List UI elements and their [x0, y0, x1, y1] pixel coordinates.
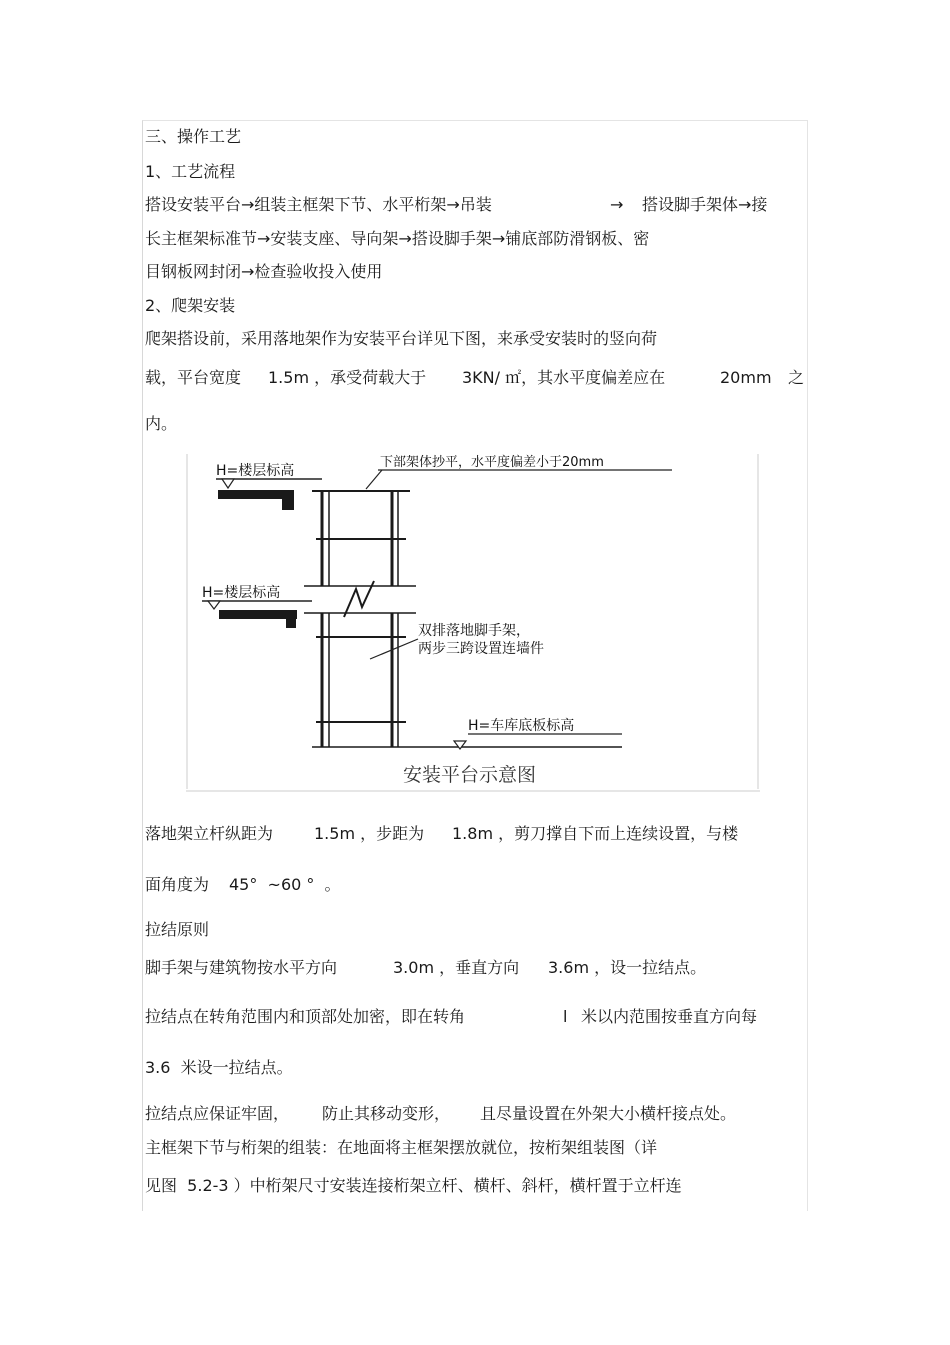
tie-line-1b: 3.0m ，垂直方向	[393, 958, 520, 977]
flow-line-1b: →	[610, 195, 624, 214]
para2-line-1c: 1.8m ，剪刀撑自下而上连续设置，与楼	[452, 824, 739, 843]
tie-line-4a: 拉结点应保证牢固，	[145, 1104, 290, 1123]
assembly-line-1: 主框架下节与桁架的组装：在地面将主框架摆放就位，按桁架组装图（详	[145, 1138, 658, 1157]
scaffold-frame	[304, 491, 622, 747]
install-platform-figure	[186, 449, 760, 794]
label-wall-ties: 两步三跨设置连墙件	[418, 641, 544, 657]
tie-line-4c: 且尽量设置在外架大小横杆接点处。	[480, 1104, 737, 1123]
install-platform-diagram	[186, 449, 760, 794]
label-floor-mid: H=楼层标高	[202, 585, 281, 601]
base-marker	[454, 717, 622, 749]
para2-line-1b: 1.5m ，步距为	[314, 824, 425, 843]
assembly-line-2: 见图 5.2-3 ）中桁架尺寸安装连接桁架立杆、横杆、斜杆，横杆置于立杆连	[145, 1176, 682, 1195]
para1-line-2d: 20mm	[720, 368, 772, 387]
figure-caption: 安装平台示意图	[403, 764, 537, 786]
tie-line-1c: 3.6m ，设一拉结点。	[548, 958, 707, 977]
para1-line-2b: 1.5m ，承受荷载大于	[268, 368, 427, 387]
para1-line-2c: 3KN/ ㎡，其水平度偏差应在	[462, 368, 666, 387]
para2-line-2a: 面角度为	[145, 875, 210, 894]
tie-principle-title: 拉结原则	[145, 920, 210, 939]
label-scaffold-type: 双排落地脚手架，	[418, 623, 530, 639]
tie-line-2a: 拉结点在转角范围内和顶部处加密，即在转角	[145, 1007, 466, 1026]
label-leveling-note: 下部架体抄平，水平度偏差小于20mm	[380, 455, 604, 470]
tie-line-2b: l	[563, 1007, 568, 1026]
para2-line-2b: 45° ~60 ° 。	[229, 875, 341, 894]
label-floor-top: H=楼层标高	[216, 463, 295, 479]
subsection-title-process: 1、工艺流程	[145, 162, 236, 181]
tie-line-1a: 脚手架与建筑物按水平方向	[145, 958, 338, 977]
flow-line-2: 长主框架标准节→安装支座、导向架→搭设脚手架→铺底部防滑钢板、密	[145, 229, 650, 248]
floor-marker-top	[216, 462, 322, 510]
floor-marker-mid	[202, 584, 312, 628]
para1-line-1: 爬架搭设前，采用落地架作为安装平台详见下图，来承受安装时的竖向荷	[145, 329, 658, 348]
flow-line-3: 目钢板网封闭→检查验收投入使用	[145, 262, 383, 281]
label-base-elevation: H=车库底板标高	[468, 718, 575, 734]
para2-line-1a: 落地架立杆纵距为	[145, 824, 274, 843]
flow-line-1c: 搭设脚手架体→接	[642, 195, 768, 214]
subsection-title-install: 2、爬架安装	[145, 296, 236, 315]
para1-line-3: 内。	[145, 414, 178, 433]
tie-line-3: 3.6 米设一拉结点。	[145, 1058, 293, 1077]
tie-line-2c: 米以内范围按垂直方向每	[581, 1007, 758, 1026]
tie-line-4b: 防止其移动变形，	[322, 1104, 451, 1123]
flow-line-1a: 搭设安装平台→组装主框架下节、水平桁架→吊装	[145, 195, 492, 214]
para1-line-2a: 载，平台宽度	[145, 368, 242, 387]
section-heading: 三、操作工艺	[145, 127, 242, 146]
para1-line-2e: 之	[788, 368, 805, 387]
